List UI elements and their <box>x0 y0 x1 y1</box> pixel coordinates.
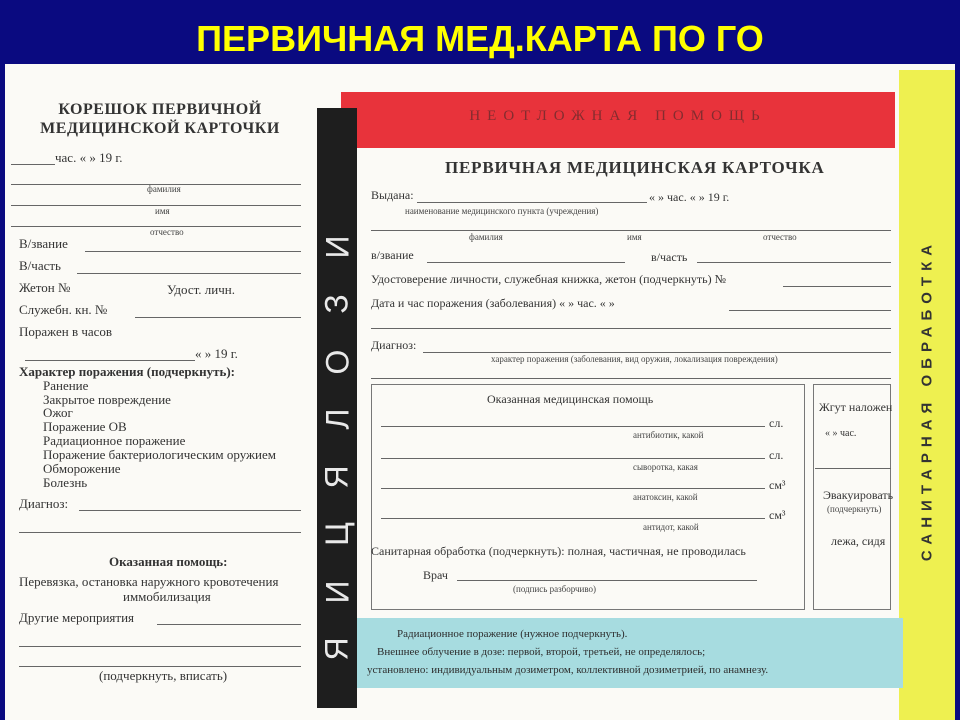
stub-heading <box>25 100 295 138</box>
card-evacuate-sub: (подчеркнуть) <box>827 504 882 514</box>
stub-heading-line1: КОРЕШОК ПЕРВИЧНОЙ <box>58 101 262 118</box>
isolation-letter: И <box>319 580 355 604</box>
card-divider <box>423 352 891 353</box>
card-help-label: антибиотик, какой <box>633 430 704 440</box>
card-issued-sub: наименование медицинского пункта (учреждения) <box>405 206 599 216</box>
stub-sub-patronymic: отчество <box>150 227 184 237</box>
stub-damage-item: Ожог <box>43 405 73 420</box>
card-diagnosis: Диагноз: <box>371 338 417 352</box>
card-sub-patronymic: отчество <box>763 232 797 242</box>
stub-damage-item: Ранение <box>43 378 89 393</box>
stub-divider <box>25 360 195 361</box>
card-divider <box>371 328 891 329</box>
card-help-label: антидот, какой <box>643 522 699 532</box>
isolation-letter: Я <box>318 465 355 489</box>
card-help-unit: см³ <box>769 478 786 492</box>
radiation-line2: Внешнее облучение в дозе: первой, второй, третьей, не определялось; <box>377 646 706 658</box>
card-tourniquet: Жгут наложен <box>819 400 893 414</box>
stub-other: Другие мероприятия <box>19 610 135 625</box>
urgent-help-band <box>341 92 895 148</box>
card-divider <box>427 262 625 263</box>
stub-damage-heading: Характер поражения (подчеркнуть): <box>19 364 236 379</box>
main-card <box>357 148 899 618</box>
card-help-heading: Оказанная медицинская помощь <box>487 392 654 406</box>
card-divider <box>371 230 891 231</box>
card-date-line: Дата и час поражения (заболевания) « » час. « » <box>371 296 615 310</box>
medical-card-document <box>5 64 955 720</box>
isolation-letter: О <box>318 349 355 375</box>
card-divider <box>371 378 891 379</box>
stub-damage-item: Обморожение <box>43 461 121 476</box>
stub-help-heading: Оказанная помощь: <box>109 554 228 569</box>
stub-year-line: « » 19 г. <box>195 346 238 361</box>
stub-divider <box>135 317 301 318</box>
card-help-label: сыворотка, какая <box>633 462 698 472</box>
stub-unit: В/часть <box>19 258 61 273</box>
stub-time-line: час. « » 19 г. <box>55 150 123 165</box>
stub-sub-name: имя <box>155 206 170 216</box>
card-evacuate: Эвакуировать <box>823 488 894 502</box>
card-help-label: анатоксин, какой <box>633 492 698 502</box>
stub-divider <box>79 510 301 511</box>
card-help-unit: сл. <box>769 416 784 430</box>
stub-divider <box>19 666 301 667</box>
card-id-line: Удостоверение личности, служебная книжка, жетон (подчеркнуть) № <box>371 272 727 286</box>
isolation-letter: Л <box>319 408 355 430</box>
sanitation-label: САНИТАРНАЯ ОБРАБОТКА <box>918 238 936 562</box>
stub-divider <box>157 624 301 625</box>
card-help-unit: см³ <box>769 508 786 522</box>
card-divider <box>729 310 891 311</box>
stub-footer: (подчеркнуть, вписать) <box>99 668 228 683</box>
card-divider <box>457 580 757 581</box>
card-divider <box>381 458 765 459</box>
card-heading: ПЕРВИЧНАЯ МЕДИЦИНСКАЯ КАРТОЧКА <box>445 158 825 177</box>
card-divider <box>381 518 765 519</box>
stub-heading-line2: МЕДИЦИНСКОЙ КАРТОЧКИ <box>40 120 280 137</box>
stub-help-line2: иммобилизация <box>123 589 211 604</box>
card-unit: в/часть <box>651 250 688 264</box>
stub-service-book: Служебн. кн. № <box>19 302 108 317</box>
card-evacuate-mode: лежа, сидя <box>831 534 886 548</box>
card-tourniquet-time: « » час. <box>825 428 857 439</box>
stub-damage-item: Поражение бактериологическим оружием <box>43 447 276 462</box>
stub-divider <box>85 251 301 252</box>
stub-rank: В/звание <box>19 236 68 251</box>
radiation-band <box>357 618 903 688</box>
card-divider <box>417 202 647 203</box>
radiation-line1: Радиационное поражение (нужное подчеркнуть). <box>397 628 628 640</box>
card-help-unit: сл. <box>769 448 784 462</box>
stub-damage-item: Радиационное поражение <box>43 433 186 448</box>
stub-damage-item: Болезнь <box>43 475 88 490</box>
card-divider <box>815 468 891 469</box>
card-sub-surname: фамилия <box>469 232 503 242</box>
urgent-help-label: НЕОТЛОЖНАЯ ПОМОЩЬ <box>469 108 767 124</box>
card-doctor: Врач <box>423 568 448 582</box>
stub-id-card: Удост. личн. <box>167 282 235 297</box>
isolation-letter: З <box>318 294 355 314</box>
card-divider <box>783 286 891 287</box>
card-sanitation: Санитарная обработка (подчеркнуть): полная, частичная, не проводилась <box>371 544 746 558</box>
stub-divider <box>77 273 301 274</box>
card-stub <box>5 64 315 720</box>
card-doctor-sub: (подпись разборчиво) <box>513 584 597 594</box>
card-divider <box>381 426 765 427</box>
card-issued-time: « » час. « » 19 г. <box>649 190 730 204</box>
isolation-band <box>317 108 357 708</box>
stub-diagnosis: Диагноз: <box>19 496 69 511</box>
stub-damage-item: Закрытое повреждение <box>43 392 171 407</box>
stub-help-line1: Перевязка, остановка наружного кровотечения <box>19 574 279 589</box>
radiation-line3: установлено: индивидуальным дозиметром, коллективной дозиметрией, по анамнезу. <box>367 664 769 676</box>
stub-sub-surname: фамилия <box>147 184 181 194</box>
sanitation-band <box>899 70 955 720</box>
card-issued: Выдана: <box>371 188 414 202</box>
isolation-letter: Ц <box>318 522 355 547</box>
stub-token: Жетон № <box>19 280 71 295</box>
stub-injured-at: Поражен в часов <box>19 324 113 339</box>
isolation-letter: И <box>319 235 355 259</box>
card-divider <box>381 488 765 489</box>
card-rank: в/звание <box>371 248 414 262</box>
card-diagnosis-sub: характер поражения (заболевания, вид оружия, локализация повреждения) <box>491 354 778 364</box>
stub-divider <box>19 532 301 533</box>
stub-damage-item: Поражение ОВ <box>43 419 127 434</box>
stub-divider <box>11 164 55 165</box>
slide-title: ПЕРВИЧНАЯ МЕД.КАРТА ПО ГО <box>196 18 764 59</box>
card-divider <box>697 262 891 263</box>
card-sub-name: имя <box>627 232 642 242</box>
isolation-letter: Я <box>318 637 355 661</box>
stub-divider <box>19 646 301 647</box>
